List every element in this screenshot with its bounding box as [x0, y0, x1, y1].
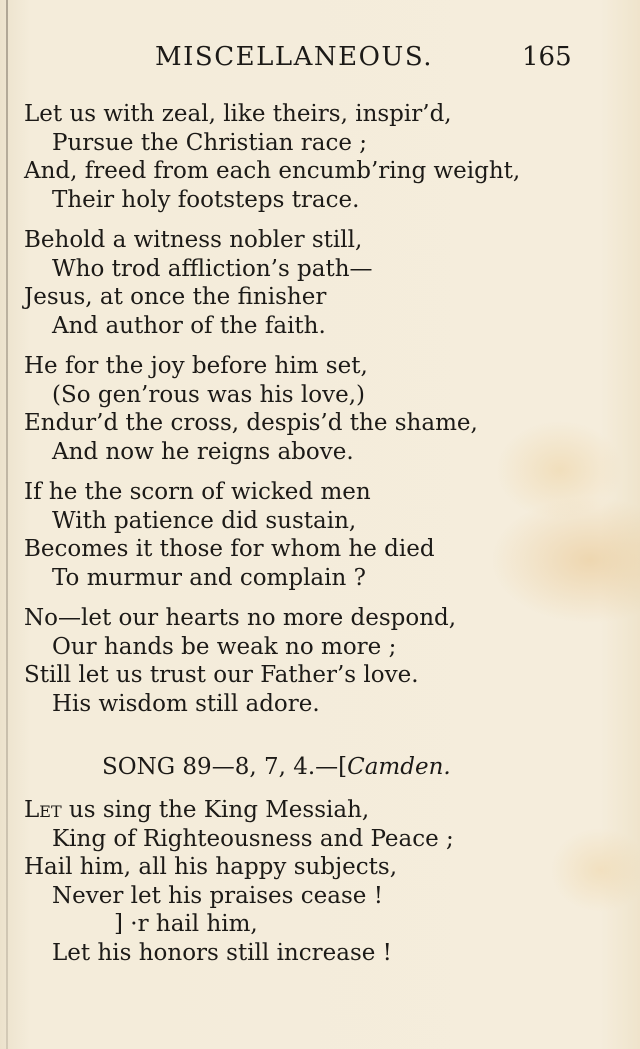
page-number: 165	[522, 42, 572, 72]
verse-line: Hail him, all his happy subjects,	[24, 854, 398, 880]
verse-line: ] ·r hail him,	[114, 911, 258, 937]
verse-line: Becomes it those for whom he died	[24, 536, 435, 562]
verse-line: He for the joy before him set,	[24, 353, 368, 379]
stanza-5	[24, 604, 624, 718]
verse-line: And now he reigns above.	[52, 438, 354, 465]
verse-line: Still let us trust our Father’s love.	[24, 662, 419, 688]
verse-line: (So gen’rous was his love,)	[52, 381, 366, 408]
page-header	[0, 42, 640, 82]
verse-line	[24, 796, 624, 825]
stanza-2	[24, 226, 624, 340]
verse-line: Their holy footsteps trace.	[52, 186, 360, 213]
verse-line: Let us with zeal, like theirs, inspir’d,	[24, 101, 452, 127]
verse-line: Endur’d the cross, despis’d the shame,	[24, 410, 478, 436]
song-number-meter: SONG 89—8, 7, 4.—[	[102, 754, 348, 780]
verse-line: Jesus, at once the finisher	[24, 284, 327, 310]
verse-line: And author of the faith.	[52, 312, 326, 339]
hymn-text	[24, 100, 624, 979]
running-title: MISCELLANEOUS.	[155, 42, 433, 72]
song-89-stanza-1	[24, 796, 624, 967]
verse-line: Our hands be weak no more ;	[52, 633, 397, 660]
tune-name: Camden.	[347, 754, 451, 780]
initial-word: Let	[24, 797, 62, 823]
page-gutter-edge	[6, 0, 8, 1049]
verse-line: King of Righteousness and Peace ;	[52, 825, 454, 852]
verse-line: To murmur and complain ?	[52, 564, 366, 591]
verse-line: Never let his praises cease !	[52, 882, 383, 909]
verse-line: Let his honors still increase !	[52, 939, 392, 966]
verse-line: Who trod affliction’s path—	[52, 255, 373, 282]
verse-line: And, freed from each encumb’ring weight,	[24, 158, 521, 184]
verse-line: If he the scorn of wicked men	[24, 479, 371, 505]
verse-line: Pursue the Christian race ;	[52, 129, 368, 156]
stanza-4	[24, 478, 624, 592]
verse-line: No—let our hearts no more despond,	[24, 605, 457, 631]
verse-line: His wisdom still adore.	[52, 690, 320, 717]
stanza-1	[24, 100, 624, 214]
verse-line: With patience did sustain,	[52, 507, 357, 534]
verse-line: Behold a witness nobler still,	[24, 227, 363, 253]
first-line-rest: us sing the King Messiah,	[61, 797, 370, 823]
stanza-3	[24, 352, 624, 466]
song-heading	[102, 752, 624, 782]
